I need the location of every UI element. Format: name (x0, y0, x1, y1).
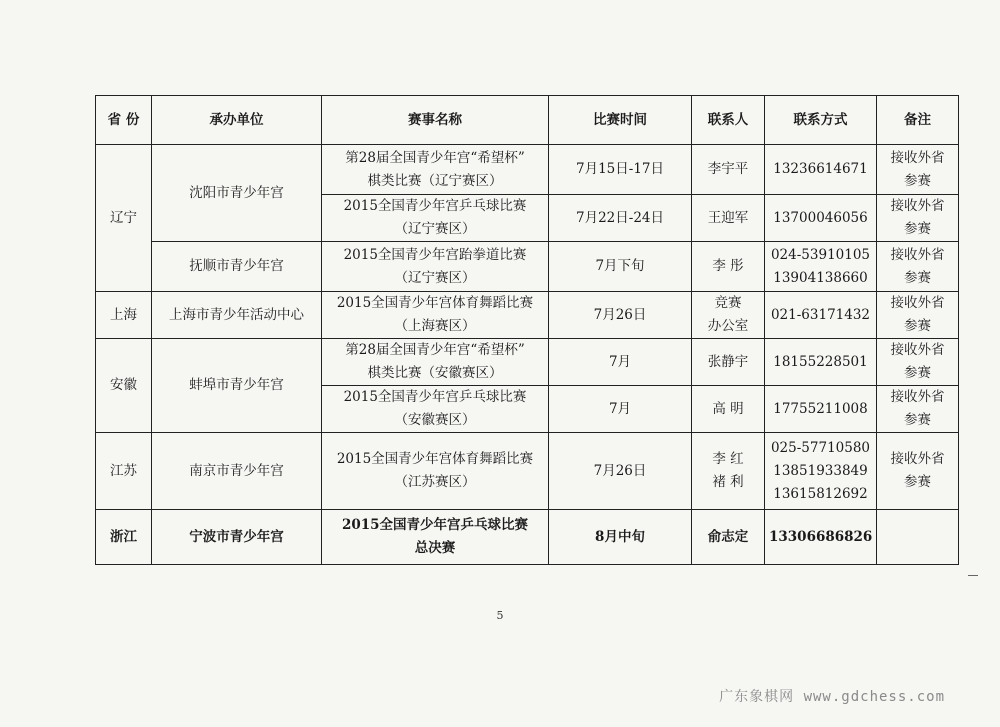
remark-cell: 接收外省 参赛 (877, 195, 959, 242)
header-province: 省 份 (96, 96, 152, 145)
event-time-cell: 7月下旬 (549, 242, 692, 292)
remark-cell: 接收外省 参赛 (877, 386, 959, 433)
remark-cell: 接收外省 参赛 (877, 145, 959, 195)
event-time-cell: 7月 (549, 386, 692, 433)
edge-mark (968, 575, 978, 576)
competition-schedule-table (95, 95, 959, 565)
contact-phone-cell: 025-57710580 13851933849 13615812692 (765, 433, 877, 510)
table-row (96, 145, 959, 195)
header-contact: 联系人 (692, 96, 765, 145)
contact-phone-cell: 18155228501 (765, 339, 877, 386)
organizer-cell: 抚顺市青少年宫 (152, 242, 322, 292)
province-cell: 安徽 (96, 339, 152, 433)
table-row (96, 433, 959, 510)
event-time-cell: 7月26日 (549, 433, 692, 510)
event-time-cell: 7月22日-24日 (549, 195, 692, 242)
contact-person-cell: 竞赛 办公室 (692, 292, 765, 339)
table-row (96, 339, 959, 386)
table-body (96, 145, 959, 565)
remark-cell: 接收外省 参赛 (877, 292, 959, 339)
province-cell: 浙江 (96, 510, 152, 565)
event-name-cell: 第28届全国青少年宫“希望杯” 棋类比赛（安徽赛区） (322, 339, 549, 386)
table-row (96, 292, 959, 339)
province-cell: 辽宁 (96, 145, 152, 292)
header-organizer: 承办单位 (152, 96, 322, 145)
event-name-cell: 2015全国青少年宫乒乓球比赛 总决赛 (322, 510, 549, 565)
remark-cell: 接收外省 参赛 (877, 242, 959, 292)
header-event: 赛事名称 (322, 96, 549, 145)
contact-phone-cell: 024-53910105 13904138660 (765, 242, 877, 292)
organizer-cell: 沈阳市青少年宫 (152, 145, 322, 242)
contact-person-cell: 俞志定 (692, 510, 765, 565)
remark-cell: 接收外省 参赛 (877, 433, 959, 510)
event-time-cell: 8月中旬 (549, 510, 692, 565)
event-time-cell: 7月 (549, 339, 692, 386)
header-remark: 备注 (877, 96, 959, 145)
contact-person-cell: 王迎军 (692, 195, 765, 242)
header-phone: 联系方式 (765, 96, 877, 145)
organizer-cell: 蚌埠市青少年宫 (152, 339, 322, 433)
province-cell: 江苏 (96, 433, 152, 510)
table-row (96, 242, 959, 292)
event-name-cell: 2015全国青少年宫乒乓球比赛 （辽宁赛区） (322, 195, 549, 242)
contact-person-cell: 李宇平 (692, 145, 765, 195)
event-name-cell: 2015全国青少年宫体育舞蹈比赛 （江苏赛区） (322, 433, 549, 510)
table-row (96, 510, 959, 565)
remark-cell: 接收外省 参赛 (877, 339, 959, 386)
contact-person-cell: 李 彤 (692, 242, 765, 292)
remark-cell (877, 510, 959, 565)
page-number: 5 (496, 609, 504, 622)
contact-phone-cell: 13700046056 (765, 195, 877, 242)
province-cell: 上海 (96, 292, 152, 339)
organizer-cell: 上海市青少年活动中心 (152, 292, 322, 339)
organizer-cell: 宁波市青少年宫 (152, 510, 322, 565)
organizer-cell: 南京市青少年宫 (152, 433, 322, 510)
event-name-cell: 2015全国青少年宫体育舞蹈比赛 （上海赛区） (322, 292, 549, 339)
event-name-cell: 第28届全国青少年宫“希望杯” 棋类比赛（辽宁赛区） (322, 145, 549, 195)
site-watermark: 广东象棋网 www.gdchess.com (719, 689, 945, 705)
contact-person-cell: 张静宇 (692, 339, 765, 386)
event-name-cell: 2015全国青少年宫乒乓球比赛 （安徽赛区） (322, 386, 549, 433)
contact-phone-cell: 13306686826 (765, 510, 877, 565)
event-name-cell: 2015全国青少年宫跆拳道比赛 （辽宁赛区） (322, 242, 549, 292)
contact-phone-cell: 17755211008 (765, 386, 877, 433)
table-header-row (96, 96, 959, 145)
header-time: 比赛时间 (549, 96, 692, 145)
contact-person-cell: 高 明 (692, 386, 765, 433)
event-time-cell: 7月26日 (549, 292, 692, 339)
contact-phone-cell: 13236614671 (765, 145, 877, 195)
contact-person-cell: 李 红 褚 利 (692, 433, 765, 510)
event-time-cell: 7月15日-17日 (549, 145, 692, 195)
contact-phone-cell: 021-63171432 (765, 292, 877, 339)
